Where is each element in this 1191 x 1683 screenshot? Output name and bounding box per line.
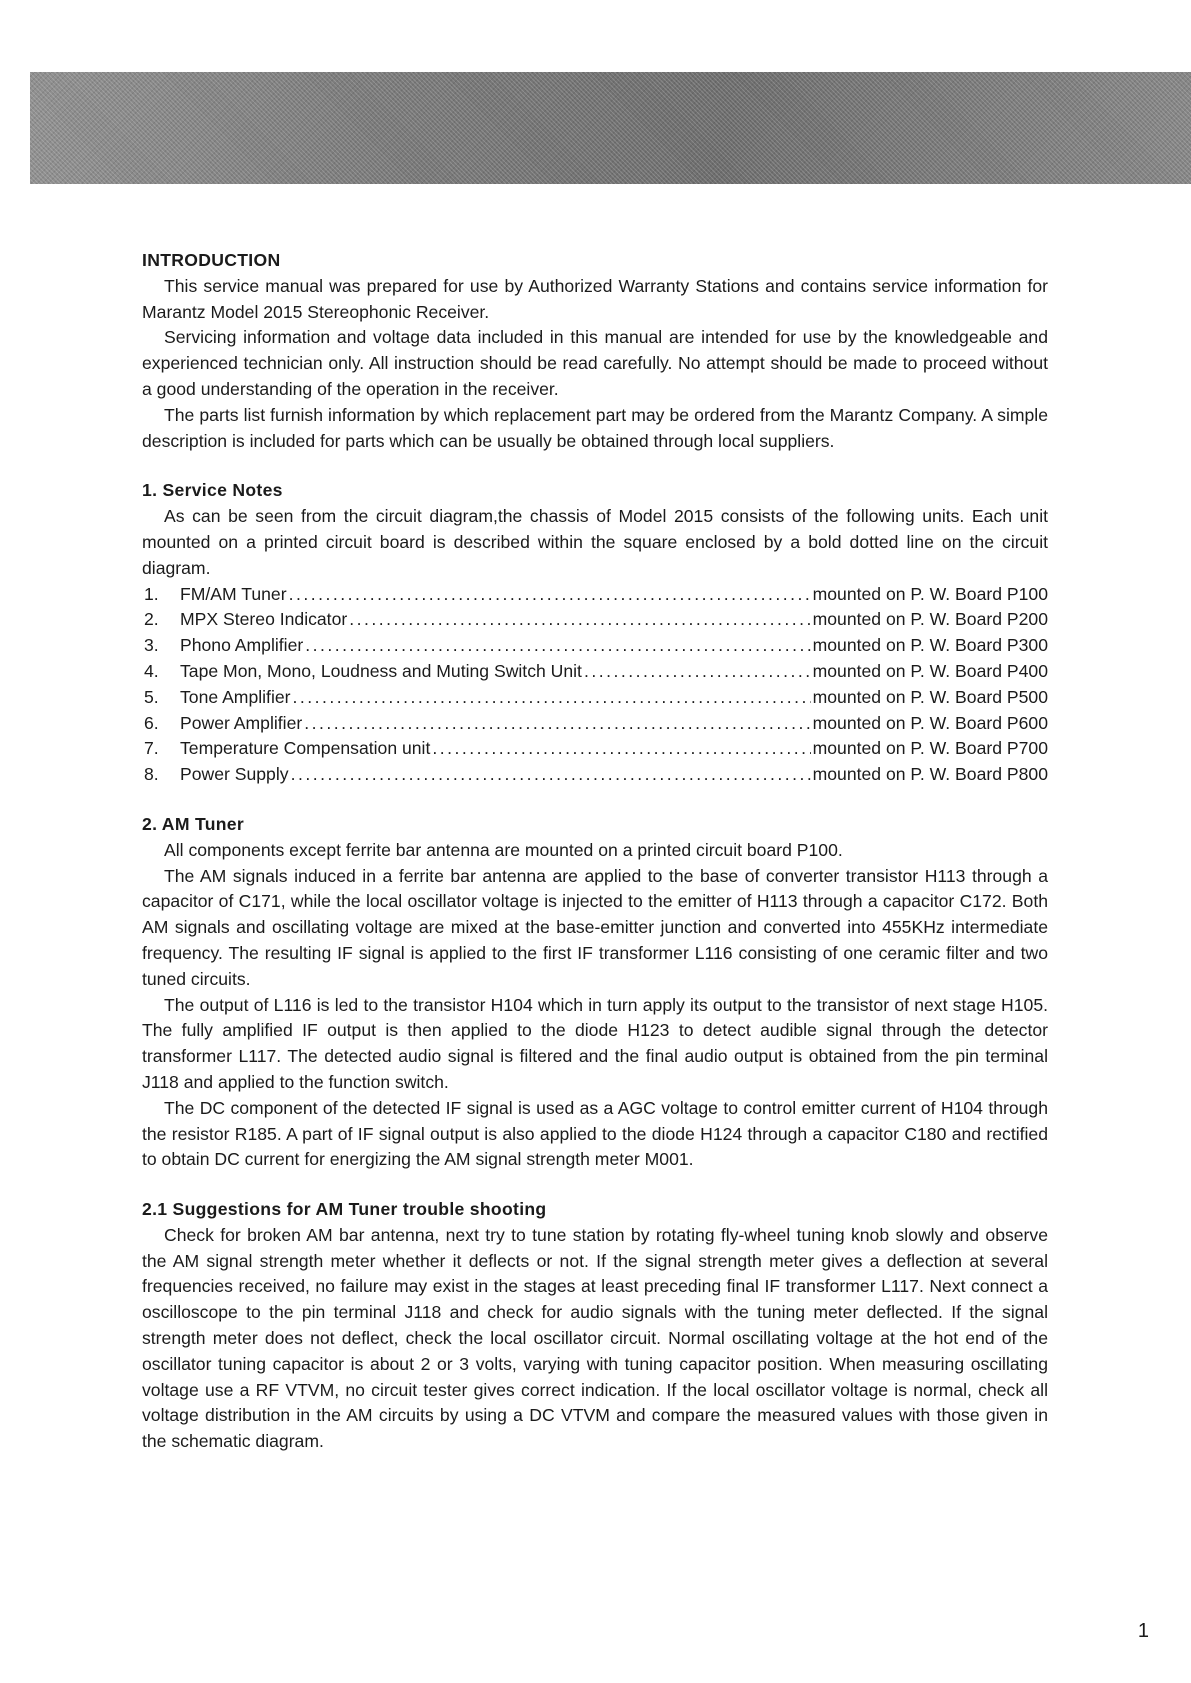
leader-dots	[293, 685, 811, 711]
unit-board: mounted on P. W. Board P200	[812, 609, 1048, 630]
service-notes-paragraph: As can be seen from the circuit diagram,the chassis of Model 2015 consists of the following units. Each unit mounted on a printed circuit board is described within the square enclosed by a bold dotted line on the circuit diagram.	[142, 506, 1048, 578]
unit-name: Power Supply	[180, 764, 289, 785]
unit-board: mounted on P. W. Board P600	[812, 712, 1048, 733]
am-tuner-paragraph: The DC component of the detected IF signal is used as a AGC voltage to control emitter current of H104 through the resistor R185. A part of IF signal output is also applied to the diode H124 through a capacitor C180 and rectified to obtain DC current for energizing the AM signal strength meter M001.	[142, 1097, 1048, 1170]
leader-dots	[291, 762, 811, 788]
leader-dots	[305, 633, 810, 659]
unit-name: Tape Mon, Mono, Loudness and Muting Switch Unit	[180, 660, 582, 681]
unit-board: mounted on P. W. Board P800	[812, 764, 1048, 785]
unit-number: 6.	[144, 712, 159, 733]
unit-list-item	[142, 685, 1048, 711]
leader-dots	[304, 711, 810, 737]
unit-number: 3.	[144, 635, 159, 656]
unit-name: FM/AM Tuner	[180, 583, 287, 604]
introduction-heading: INTRODUCTION	[142, 250, 281, 270]
am-tuner-paragraph: The output of L116 is led to the transistor H104 which in turn apply its output to the transistor of next stage H105. The fully amplified IF output is then applied to the diode H123 to detect audible signal through the detector transformer L117. The detected audio signal is filtered and the final audio output is obtained from the pin terminal J118 and applied to the function switch.	[142, 994, 1048, 1092]
unit-number: 8.	[144, 764, 159, 785]
intro-paragraph: The parts list furnish information by which replacement part may be ordered from the Marantz Company. A simple description is included for parts which can be usually be obtained through local suppliers.	[142, 404, 1048, 451]
unit-name: Phono Amplifier	[180, 635, 304, 656]
unit-list	[142, 582, 1048, 788]
unit-name: Tone Amplifier	[180, 686, 291, 707]
service-notes-heading: 1. Service Notes	[142, 480, 283, 501]
unit-name: Power Amplifier	[180, 712, 303, 733]
unit-list-item	[142, 582, 1048, 608]
troubleshooting-heading: 2.1 Suggestions for AM Tuner trouble shooting	[142, 1199, 547, 1220]
unit-number: 5.	[144, 686, 159, 707]
leader-dots	[432, 736, 810, 762]
unit-name: MPX Stereo Indicator	[180, 609, 348, 630]
unit-list-item	[142, 633, 1048, 659]
leader-dots	[289, 582, 811, 608]
unit-list-item	[142, 736, 1048, 762]
am-tuner-paragraph: The AM signals induced in a ferrite bar antenna are applied to the base of converter transistor H113 through a capacitor of C171, while the local oscillator voltage is injected to the emitter of H113 through a capacitor C172. Both AM signals and oscillating voltage are mixed at the base-emitter junction and converted into 455KHz intermediate frequency. The resulting IF signal is applied to the first IF transformer L116 consisting of one ceramic filter and two tuned circuits.	[142, 865, 1048, 989]
unit-number: 2.	[144, 609, 159, 630]
unit-list-item	[142, 762, 1048, 788]
leader-dots	[349, 607, 810, 633]
unit-board: mounted on P. W. Board P500	[812, 686, 1048, 707]
unit-board: mounted on P. W. Board P100	[812, 583, 1048, 604]
unit-list-item	[142, 711, 1048, 737]
unit-board: mounted on P. W. Board P400	[812, 660, 1048, 681]
unit-list-item	[142, 607, 1048, 633]
am-tuner-paragraph: All components except ferrite bar antenna are mounted on a printed circuit board P100.	[164, 839, 843, 860]
unit-number: 1.	[144, 583, 159, 604]
unit-number: 7.	[144, 738, 159, 759]
header-band	[30, 72, 1191, 184]
unit-number: 4.	[144, 660, 159, 681]
page-number: 1	[1137, 1620, 1149, 1642]
am-tuner-heading: 2. AM Tuner	[142, 813, 245, 834]
unit-board: mounted on P. W. Board P300	[812, 635, 1048, 656]
troubleshooting-paragraph: Check for broken AM bar antenna, next try to tune station by rotating fly-wheel tuning knob slowly and observe the AM signal strength meter whether it deflects or not. If the signal strength meter gives a deflection at several frequencies received, no failure may exist in the stages at least preceding final IF transformer L117. Next connect a oscilloscope to the pin terminal J118 and check for audio signals with the tuning meter deflected. If the signal strength meter does not deflect, check the local oscillator circuit. Normal oscillating voltage at the hot end of the oscillator tuning capacitor is about 2 or 3 volts, varying with tuning capacitor position. When measuring oscillating voltage use a RF VTVM, no circuit tester gives correct indication. If the local oscillator voltage is normal, check all voltage distribution in the AM circuits by using a DC VTVM and compare the measured values with those given in the schematic diagram.	[142, 1224, 1048, 1452]
intro-paragraph: This service manual was prepared for use by Authorized Warranty Stations and contains service information for Marantz Model 2015 Stereophonic Receiver.	[142, 275, 1048, 322]
unit-list-item	[142, 659, 1048, 685]
intro-paragraph: Servicing information and voltage data included in this manual are intended for use by the knowledgeable and experienced technician only. All instruction should be read carefully. No attempt should be made to proceed without a good understanding of the operation in the receiver.	[142, 327, 1048, 399]
unit-name: Temperature Compensation unit	[180, 738, 431, 759]
leader-dots	[584, 659, 811, 685]
page-content	[142, 248, 1048, 1455]
unit-board: mounted on P. W. Board P700	[812, 738, 1048, 759]
